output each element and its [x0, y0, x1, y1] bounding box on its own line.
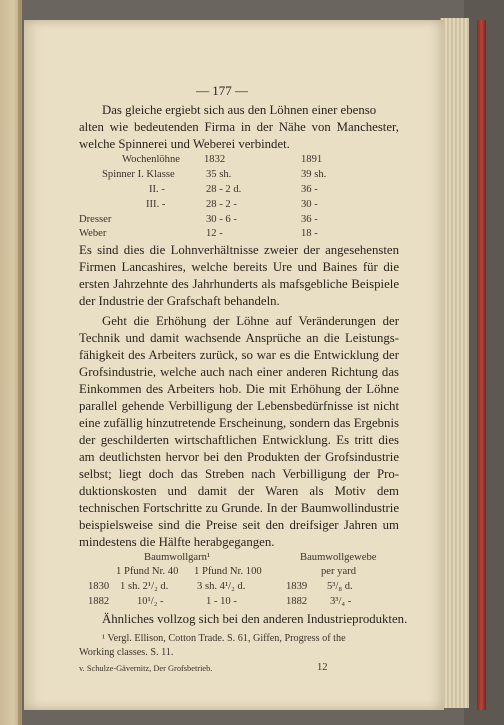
price-year-b: 1839: [286, 581, 308, 592]
red-ribbon-edge: [477, 20, 486, 710]
price-nr100: 3 sh. 4¹/₂ d.: [197, 581, 246, 592]
wage-row-1891: 18 -: [301, 228, 318, 239]
para3-line8: der geschilderten wirtschaftlichen Entwicklung. Es tritt dies: [79, 433, 399, 447]
yarn-sub-nr100: 1 Pfund Nr. 100: [194, 566, 262, 577]
price-cloth: 3³/₄ -: [330, 596, 352, 607]
wage-row-1891: 36 -: [301, 184, 318, 195]
footnote-line2: Working classes. S. 11.: [79, 647, 174, 658]
para3-line4: Grofsindustrie, welche auch nach einer anderen Richtung das: [79, 365, 399, 379]
para1-line2: alten wie bedeutenden Firma in der Nähe von Manchester,: [79, 120, 399, 134]
page-number: — 177 —: [196, 83, 248, 98]
yarn-sub-nr40: 1 Pfund Nr. 40: [116, 566, 179, 577]
cloth-sub: per yard: [321, 566, 356, 577]
price-nr40: 1 sh. 2¹/₂ d.: [120, 581, 169, 592]
wage-row-1891: 30 -: [301, 199, 318, 210]
para3-line1: Geht die Erhöhung der Löhne auf Veränderungen der: [102, 314, 399, 328]
wage-row-1891: 39 sh.: [301, 169, 327, 180]
book-page: [24, 20, 444, 710]
para2-line2: Firmen Lancashires, welche bereits Ure und Baines für die: [79, 260, 399, 274]
para3-line7: eine zufällig hinzutretende Erscheinung, sondern das Ergebnis: [79, 416, 399, 430]
para3-line12: technischen Fortschritte zu Grunde. In der Baumwollindustrie: [79, 501, 399, 515]
para4: Ähnliches vollzog sich bei den anderen Industrieprodukten.: [102, 612, 408, 626]
price-nr100: 1 - 10 -: [206, 596, 237, 607]
cloth-header: Baumwollgewebe: [300, 552, 377, 563]
wage-row-1832: 28 - 2 -: [206, 199, 237, 210]
wage-row-label: II. -: [149, 184, 165, 195]
para2-line1: Es sind dies die Lohnverhältnisse zweier der angesehensten: [79, 243, 399, 257]
price-cloth: 5³/₈ d.: [327, 581, 353, 592]
price-nr40: 10¹/₂ -: [137, 596, 164, 607]
wage-header-1891: 1891: [301, 154, 323, 165]
para3-line6: parallel gehende Verbilligung der Lebensbedürfnisse ist nicht: [79, 399, 399, 413]
wage-header-1832: 1832: [204, 154, 226, 165]
para3-line11: duktionskosten und damit der Waren als Motiv dem: [79, 484, 399, 498]
book-spine: [18, 0, 22, 725]
yarn-header: Baumwollgarn¹: [144, 552, 211, 563]
signature-number: 12: [317, 662, 328, 673]
wage-row-1832: 12 -: [206, 228, 223, 239]
wage-row-1832: 35 sh.: [206, 169, 232, 180]
wage-row-label: Dresser: [79, 214, 112, 225]
wage-row-1832: 28 - 2 d.: [206, 184, 242, 195]
para3-line3: fähigkeit des Arbeiters zurück, so war es die Entwicklung der: [79, 348, 399, 362]
wage-row-1891: 36 -: [301, 214, 318, 225]
para3-line10: selbst; liegt doch das Streben nach Verbilligung der Pro-: [79, 467, 399, 481]
footnote-line1: ¹ Vergl. Ellison, Cotton Trade. S. 61, Giffen, Progress of the: [102, 633, 346, 644]
left-page-edge: [0, 0, 22, 725]
wage-row-label: Weber: [79, 228, 107, 239]
wage-row-1832: 30 - 6 -: [206, 214, 237, 225]
para1-line3: welche Spinnerei und Weberei verbindet.: [79, 137, 290, 151]
para2-line4: der Industrie der Grafschaft behandeln.: [79, 294, 280, 308]
price-year-b: 1882: [286, 596, 308, 607]
para3-line14: mindestens die Hälfte herabgegangen.: [79, 535, 275, 549]
page-edges: [440, 18, 469, 708]
para2-line3: ersten Jahrzehnte des Jahrhunderts als mafsgebliche Beispiele: [79, 277, 399, 291]
wage-row-label: III. -: [146, 199, 166, 210]
wage-header-label: Wochenlöhne: [122, 154, 180, 165]
para3-line9: am deutlichsten hervor bei den Produkten der Grofsindustrie: [79, 450, 399, 464]
para3-line5: Einkommen des Arbeiters hob. Die mit Erhöhung der Löhne: [79, 382, 399, 396]
price-year-a: 1830: [88, 581, 110, 592]
wage-row-label: Spinner I. Klasse: [102, 169, 175, 180]
para3-line13: beispielsweise sind die Preise seit den dreifsiger Jahren um: [79, 518, 399, 532]
para3-line2: Technik und damit wachsende Ansprüche an die Leistungs-: [79, 331, 399, 345]
signature-author-title: v. Schulze-Gävernitz, Der Grofsbetrieb.: [79, 664, 213, 673]
para1-line1: Das gleiche ergiebt sich aus den Löhnen einer ebenso: [102, 103, 377, 117]
price-year-a: 1882: [88, 596, 110, 607]
